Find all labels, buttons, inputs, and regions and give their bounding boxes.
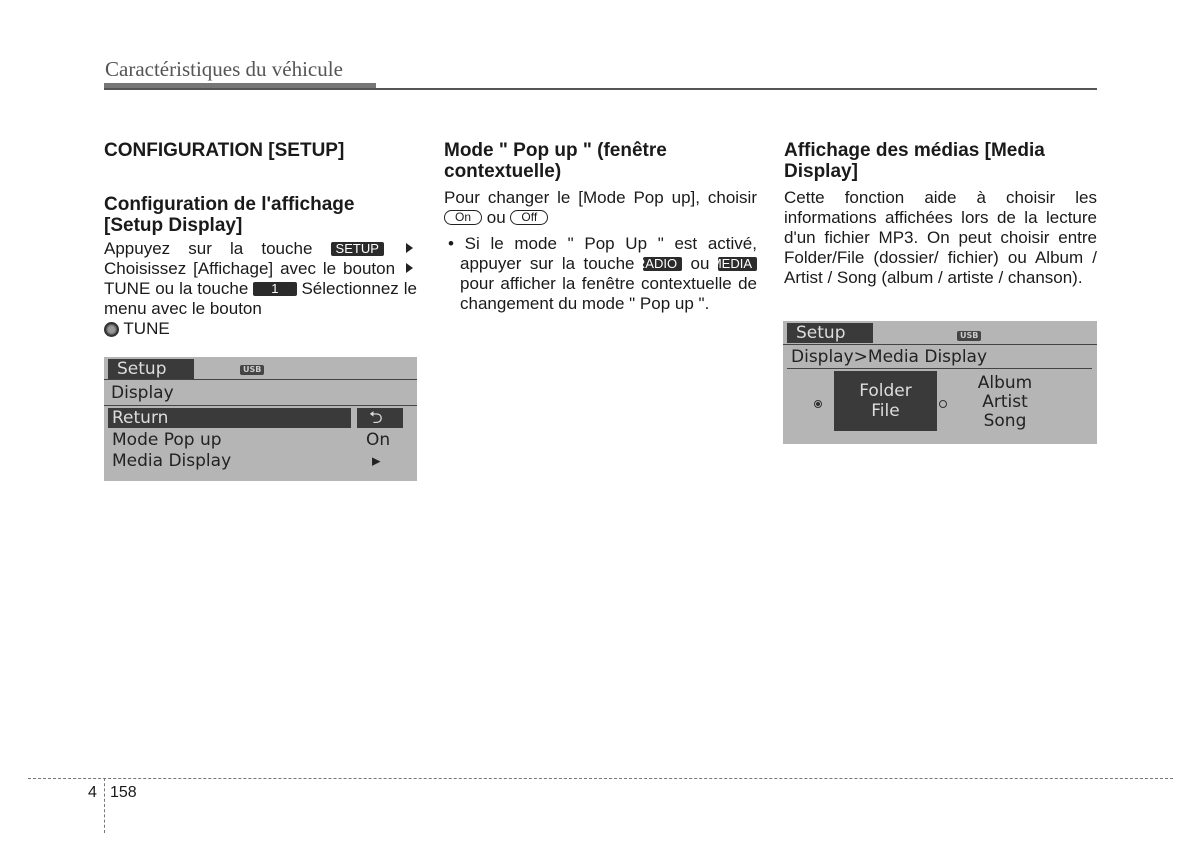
setup-key-icon: SETUP [331,242,384,256]
radio-selected-icon [814,400,822,408]
footer-separator [104,778,105,833]
option-file-label: File [871,401,900,421]
header-rule [104,88,1097,90]
media-display-screen [783,321,1097,444]
column-popup-mode [444,140,757,314]
option-artist-label: Artist [982,392,1028,412]
usb-icon: USB [240,365,264,375]
option-folder-label: Folder [859,381,912,401]
option-song-label: Song [983,411,1027,431]
usb-icon: USB [957,331,981,341]
submenu-arrow-icon: ▸ [372,451,381,471]
screen-divider [787,368,1092,369]
chapter-number: 4 [88,784,97,801]
return-icon: ⮌ [369,408,383,428]
screen-title: Display>Media Display [791,347,988,367]
column-setup [104,140,417,339]
menu-value-on: On [366,430,391,450]
menu-item-mode-popup: Mode Pop up [112,430,222,450]
radio-unselected-icon [939,400,947,408]
radio-key-icon: RADIO [643,257,682,271]
popup-instructions: Pour changer le [Mode Pop up], choisir On ou Off [444,188,757,227]
section-heading: CONFIGURATION [SETUP] [104,140,345,161]
screen-title: Display [111,383,174,403]
screen-tab: Setup [108,359,194,379]
tune-knob-icon [104,322,119,337]
key-1-icon: 1 [253,282,296,296]
subsection-heading: Configuration de l'affichage [Setup Display] [104,194,355,236]
media-display-description: Cette fonction aide à choisir les informations affichées lors de la lecture d'un fichier MP3. On peut choisir entre Folder/File (dossier/ fichier) ou Album / Artist / Song (album / artiste / chanson). [784,188,1097,287]
screen-divider [783,344,1097,345]
footer-rule [28,778,1173,779]
menu-item-media-display: Media Display [112,451,232,471]
screen-tab: Setup [787,323,873,343]
arrow-right-icon [406,263,413,273]
header-title: Caractéristiques du véhicule [105,57,343,81]
page-number: 158 [110,784,137,801]
media-key-icon: MEDIA [718,257,757,271]
column-media-display [784,140,1097,288]
option-album-label: Album [977,373,1033,393]
setup-display-screen [104,357,417,481]
list-item: • Si le mode " Pop Up " est activé, appuyer sur la touche RADIO ou MEDIA pour afficher la fenêtre contextuelle de changement du mode " Pop up ". [448,234,757,313]
section-heading: Affichage des médias [Media Display] [784,140,1045,182]
screen-divider [104,405,417,406]
on-button-icon: On [444,210,482,225]
section-heading: Mode " Pop up " (fenêtre contextuelle) [444,140,667,182]
popup-bullets [444,234,757,314]
menu-item-return: Return [112,408,169,428]
off-button-icon: Off [510,210,548,225]
setup-instructions: Appuyez sur la touche SETUP Choisissez [Affichage] avec le bouton TUNE ou la touche 1 Sélectionnez le menu avec le bouton TUNE [104,239,417,338]
screen-divider [104,379,417,380]
arrow-right-icon [406,243,413,253]
